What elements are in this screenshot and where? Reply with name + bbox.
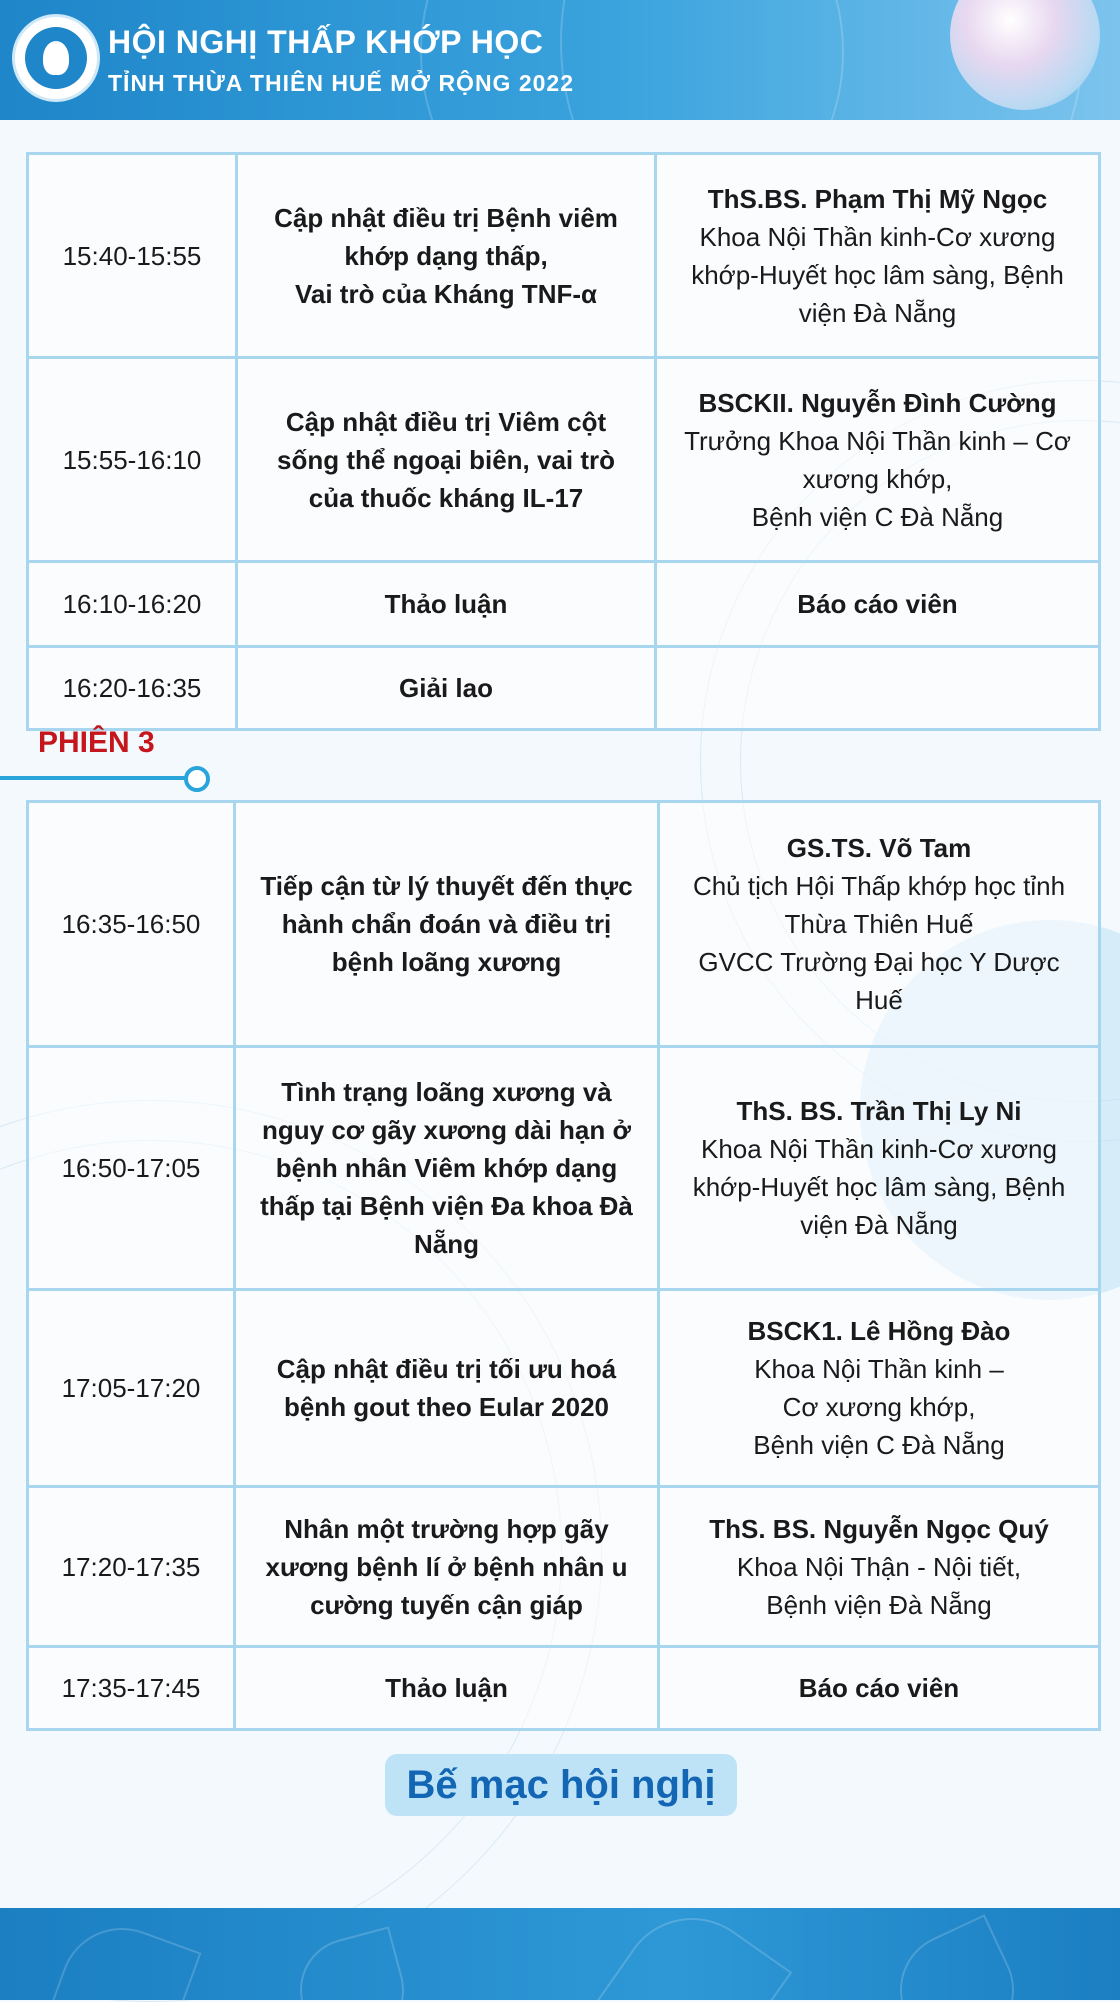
topic-cell: Nhân một trường hợp gãy xương bệnh lí ở bệnh nhân u cường tuyến cận giáp xyxy=(235,1487,659,1647)
schedule-table-session-2 xyxy=(26,152,1101,731)
topic-cell: Tình trạng loãng xương và nguy cơ gãy xương dài hạn ở bệnh nhân Viêm khớp dạng thấp tại Bệnh viện Đa khoa Đà Nẵng xyxy=(235,1047,659,1290)
speaker-affiliation: Khoa Nội Thần kinh-Cơ xương khớp-Huyết học lâm sàng, Bệnh viện Đà Nẵng xyxy=(692,1134,1066,1240)
time-cell: 16:10-16:20 xyxy=(28,562,237,647)
conference-title: HỘI NGHỊ THẤP KHỚP HỌC xyxy=(108,24,544,60)
speaker-affiliation: Chủ tịch Hội Thấp khớp học tỉnh Thừa Thiên Huế GVCC Trường Đại học Y Dược Huế xyxy=(692,871,1066,1015)
speaker-cell xyxy=(659,1047,1100,1290)
topic-cell: Thảo luận xyxy=(235,1647,659,1730)
speaker-cell xyxy=(659,802,1100,1047)
table-row xyxy=(28,802,1100,1047)
session-label: PHIÊN 3 xyxy=(38,726,155,759)
speaker-affiliation: Khoa Nội Thần kinh – Cơ xương khớp, Bệnh viện C Đà Nẵng xyxy=(753,1354,1005,1460)
speaker-affiliation: Khoa Nội Thần kinh-Cơ xương khớp-Huyết học lâm sàng, Bệnh viện Đà Nẵng xyxy=(691,221,1064,328)
footer-decoration xyxy=(592,1908,793,2000)
topic-cell: Thảo luận xyxy=(237,562,656,647)
table-row xyxy=(28,154,1100,358)
time-cell: 17:35-17:45 xyxy=(28,1647,235,1730)
schedule-table-session-3 xyxy=(26,800,1101,1731)
table-row xyxy=(28,1487,1100,1647)
speaker-cell xyxy=(659,1290,1100,1487)
footer-decoration xyxy=(881,1914,1032,2000)
topic-cell: Cập nhật điều trị tối ưu hoá bệnh gout theo Eular 2020 xyxy=(235,1290,659,1487)
table-row xyxy=(28,647,1100,730)
footer-banner xyxy=(0,1908,1120,2000)
topic-cell: Cập nhật điều trị Viêm cột sống thể ngoại biên, vai trò của thuốc kháng IL-17 xyxy=(237,358,656,562)
speaker-cell xyxy=(659,1487,1100,1647)
speaker-name: ThS. BS. Nguyễn Ngọc Quý xyxy=(709,1513,1049,1544)
time-cell: 16:35-16:50 xyxy=(28,802,235,1047)
speaker-cell xyxy=(656,647,1100,730)
speaker-name: BSCKII. Nguyễn Đình Cường xyxy=(698,387,1057,418)
speaker-name: ThS. BS. Trần Thị Ly Ni xyxy=(736,1096,1022,1126)
table-row xyxy=(28,1290,1100,1487)
table-row xyxy=(28,1047,1100,1290)
time-cell: 16:20-16:35 xyxy=(28,647,237,730)
speaker-affiliation: Trưởng Khoa Nội Thần kinh – Cơ xương khớp, Bệnh viện C Đà Nẵng xyxy=(684,425,1071,532)
footer-decoration xyxy=(43,1911,202,2000)
speaker-cell: Báo cáo viên xyxy=(656,562,1100,647)
speaker-affiliation: Khoa Nội Thận - Nội tiết, Bệnh viện Đà Nẵng xyxy=(736,1551,1022,1620)
speaker-name: GS.TS. Võ Tam xyxy=(786,833,972,863)
topic-text: Cập nhật điều trị Bệnh viêm khớp dạng thấp, Vai trò của Kháng TNF-α xyxy=(274,202,618,309)
speaker-name: BSCK1. Lê Hồng Đào xyxy=(747,1316,1011,1346)
speaker-cell: Báo cáo viên xyxy=(659,1647,1100,1730)
session-divider-dot xyxy=(184,766,210,792)
time-cell: 15:40-15:55 xyxy=(28,154,237,358)
time-cell: 16:50-17:05 xyxy=(28,1047,235,1290)
session-divider-line xyxy=(0,776,186,780)
header-banner xyxy=(0,0,1120,120)
speaker-cell xyxy=(656,154,1100,358)
topic-cell: Giải lao xyxy=(237,647,656,730)
time-cell: 17:20-17:35 xyxy=(28,1487,235,1647)
topic-cell xyxy=(237,154,656,358)
conference-subtitle: TỈNH THỪA THIÊN HUẾ MỞ RỘNG 2022 xyxy=(108,70,575,96)
time-cell: 17:05-17:20 xyxy=(28,1290,235,1487)
table-row xyxy=(28,1647,1100,1730)
topic-cell: Tiếp cận từ lý thuyết đến thực hành chẩn đoán và điều trị bệnh loãng xương xyxy=(235,802,659,1047)
society-logo xyxy=(12,14,100,102)
footer-decoration xyxy=(288,1926,415,2000)
speaker-cell xyxy=(656,358,1100,562)
table-row xyxy=(28,358,1100,562)
time-cell: 15:55-16:10 xyxy=(28,358,237,562)
speaker-name: ThS.BS. Phạm Thị Mỹ Ngọc xyxy=(707,183,1048,214)
table-row xyxy=(28,562,1100,647)
closing-ceremony-label: Bế mạc hội nghị xyxy=(385,1754,737,1816)
